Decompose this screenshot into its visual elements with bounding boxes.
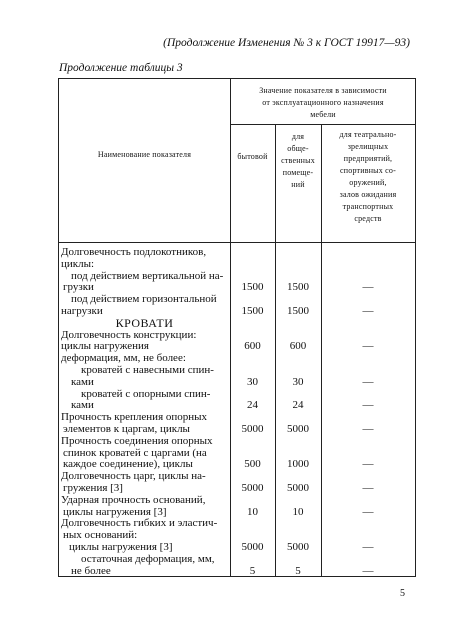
row-label: Долговечность подлокотников, [61,246,207,258]
row-value-v2: 5 [295,564,301,577]
row-value-v2: 5000 [287,482,309,494]
row-value-v2: 5000 [287,423,309,435]
row-value-v1: 600 [244,340,261,353]
row-label: ных оснований: [63,529,138,542]
row-value-v3: — [362,375,374,388]
row-label: Долговечность конструкции: [61,328,197,341]
row-value-v1: 30 [247,375,258,388]
row-value-v3: — [362,281,374,294]
row-label: циклы нагружения [3] [63,505,167,518]
header-line: для театрально- [339,130,397,139]
row-label: кроватей с опорными спин- [81,387,211,400]
header-line: обще- [287,144,309,153]
header-line: предприятий, [343,154,393,163]
header-line: мебели [310,110,336,119]
row-value-v1: 1500 [241,305,264,317]
row-value-v3: — [362,505,374,518]
header-line: от эксплуатационного назначения [262,98,384,107]
row-value-v3: — [362,399,374,412]
row-label: под действием вертикальной на- [71,269,224,282]
public-premises-column-header [275,131,321,191]
header-line: средств [354,214,382,223]
row-label: грузки [63,281,94,294]
header-line: ственных [281,156,315,165]
row-value-v1: 5000 [241,482,264,494]
header-line: спортивных со- [340,166,396,175]
row-value-v1: 1500 [241,281,264,294]
row-value-v1: 10 [247,505,258,518]
household-column-header: бытовой [237,152,268,161]
row-label: нагрузки [61,305,103,317]
data-table [58,78,416,577]
value-group-header [230,85,416,121]
row-label: ками [71,399,94,412]
row-label: циклы нагружения [61,340,149,353]
row-value-v2: 5000 [287,541,309,553]
header-line: ний [291,180,305,189]
row-value-v1: 5000 [241,541,264,553]
row-value-v2: 10 [292,505,304,518]
row-label: спинок кроватей с царгами (на [63,446,207,459]
row-value-v2: 30 [292,375,304,388]
table-row [59,564,415,578]
table-caption: Продолжение таблицы 3 [59,62,183,74]
row-value-v3: — [362,482,374,494]
row-label: Долговечность гибких и эластич- [61,517,218,530]
row-label: остаточная деформация, мм, [81,552,215,565]
row-label: элементов к царгам, циклы [63,423,190,435]
row-value-v1: 24 [247,399,258,412]
row-value-v1: 5 [249,564,256,577]
row-label: под действием горизонтальной [71,293,217,306]
row-value-v3: — [362,340,374,353]
row-label: циклы нагружения [3] [69,541,173,553]
row-value-v2: 24 [292,399,304,412]
header-bottom-line [59,242,415,243]
row-label: кроватей с навесными спин- [81,364,214,376]
row-label: Прочность соединения опорных [61,434,213,447]
row-value-v3: — [362,423,374,435]
row-label: каждое соединение), циклы [63,458,193,471]
row-value-v1: 5000 [241,423,264,435]
row-value-v2: 1500 [287,281,309,294]
header-divider [230,124,416,125]
header-line: для [291,132,305,141]
row-label: Долговечность царг, циклы на- [61,470,206,483]
header-line: оружений, [349,178,387,187]
row-label: Ударная прочность оснований, [61,493,206,506]
row-value-v2: 1000 [287,458,309,471]
header-line: зрелищных [347,142,389,151]
continuation-header: (Продолжение Изменения № 3 к ГОСТ 19917—93) [163,37,410,49]
row-value-v2: 600 [289,340,307,353]
row-value-v2: 1500 [287,305,309,317]
row-value-v3: — [362,564,374,577]
row-value-v3: — [362,541,374,553]
row-value-v3: — [362,458,374,471]
row-label: ками [71,375,94,388]
name-column-header: Наименование показателя [97,150,192,159]
theatre-sports-transport-column-header [321,129,415,225]
header-line: Значение показателя в зависимости [259,86,387,95]
row-value-v1: 500 [244,458,261,471]
header-line: залов ожидания [339,190,397,199]
row-label: гружения [3] [63,482,123,494]
row-value-v3: — [362,305,374,317]
row-label: циклы: [61,257,95,270]
row-label: КРОВАТИ [115,315,174,330]
page-number: 5 [400,588,405,599]
row-label: Прочность крепления опорных [61,411,208,424]
row-label: не более [71,564,111,577]
header-line: транспортных [342,202,394,211]
header-line: помеще- [282,168,314,177]
row-label: деформация, мм, не более: [61,352,186,365]
